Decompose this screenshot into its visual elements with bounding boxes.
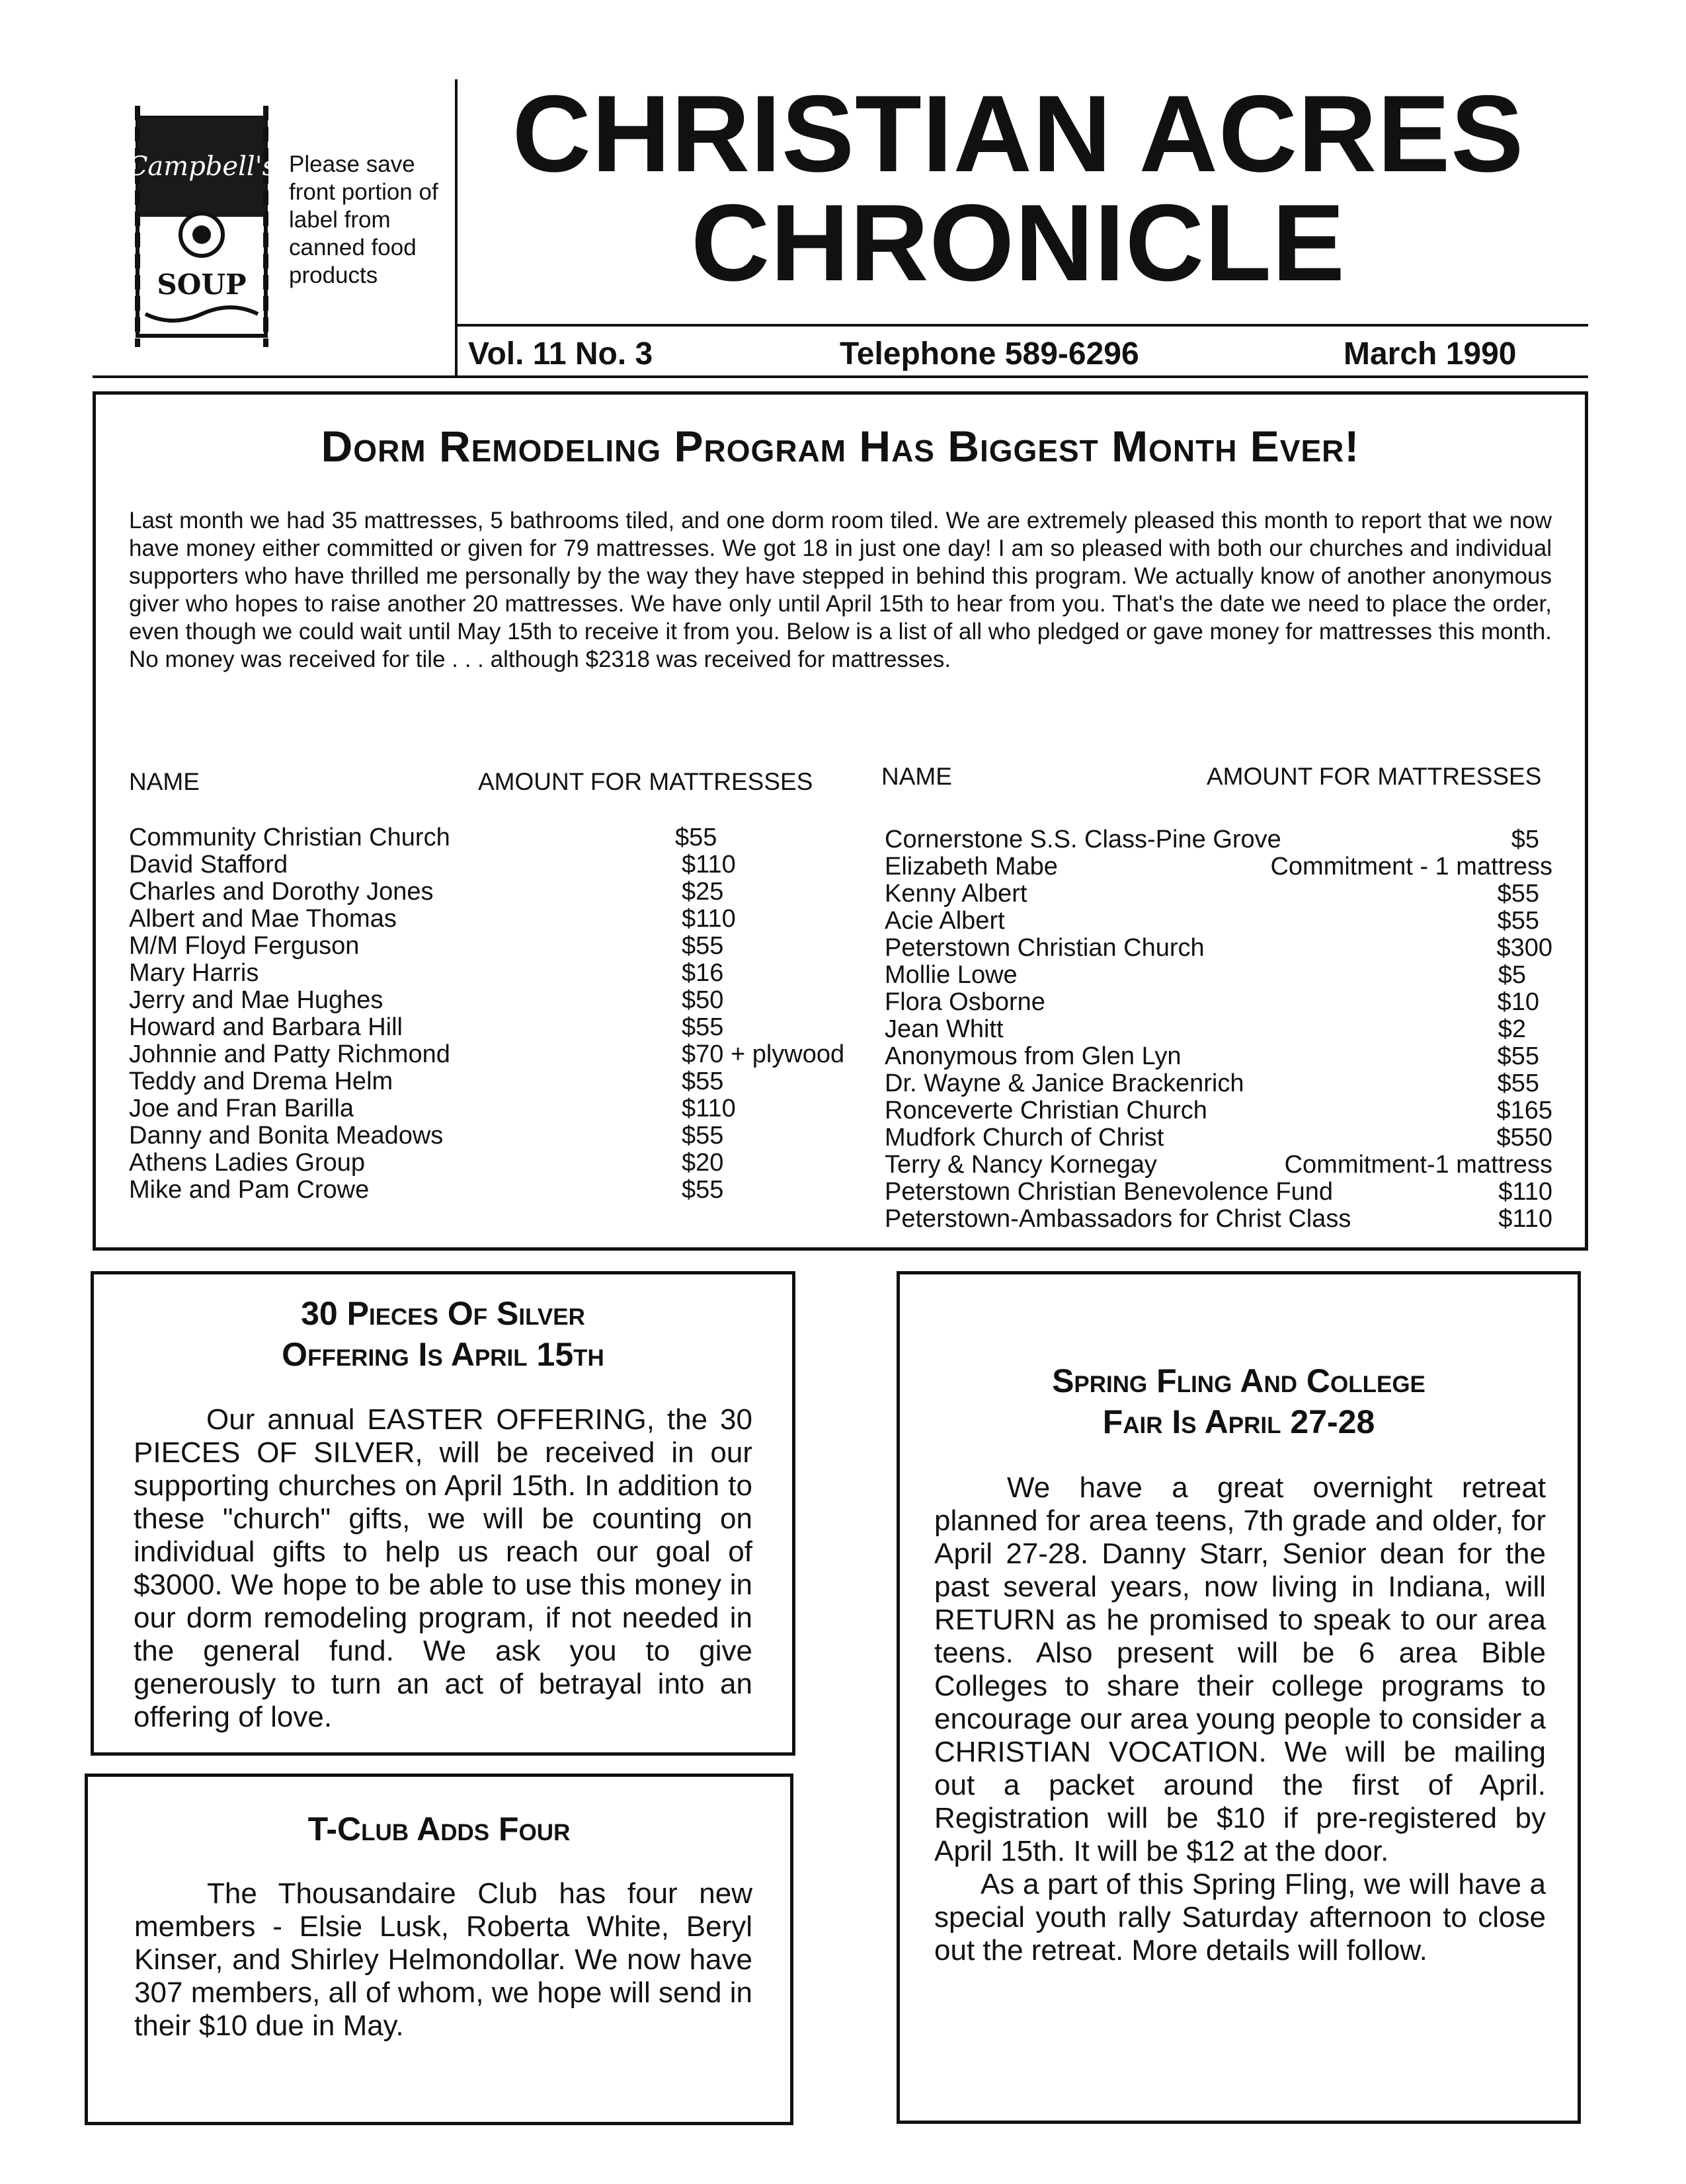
label-save-note: Please save front portion of label from canned food products — [289, 151, 438, 288]
spring-paragraph-2: As a part of this Spring Fling, we will have a special youth rally Saturday afternoon to close out the retreat. More details will follow. — [934, 1868, 1546, 1967]
tclub-headline: T-Club Adds Four — [307, 1811, 571, 1848]
spring-fling-article — [897, 1271, 1581, 2124]
title-line-1: CHRISTIAN ACRES — [512, 73, 1525, 194]
dorm-remodeling-article: Dorm Remodeling Program Has Biggest Month Ever! Last month we had 35 mattresses, 5 bathrooms tiled, and one dorm room tiled. We are extremely pleased this month to report that we now have money either committed or given for 79 mattresses. We got 18 in just one day! I am so pleased with both our churches and individual supporters who have thrilled me personally by the way they have stepped in behind this program. We actually know of another anonymous giver who hopes to raise another 20 mattresses. We have only until April 15th to hear from you. That's the date we need to place the order, even though we could wait until May 15th to receive it from you. Below is a list of all who pledged or gave money for mattresses this month. No money was received for tile . . . although $2318 was received for mattresses. NAME AMOUNT FOR MATTRESSES NAME AMOUNT FOR MATTRESSES Community Christian Church $55 David Stafford $110 Charles and Dorothy Jones $25 Albert and Mae Thomas $110 M/M Floyd Ferguson $55 Mary Harris $16 Jerry and Mae Hughes $50 Howard and Barbara Hill $55 Johnnie and Patty Richmond $70 + plywood Teddy and Drema Helm $55 Joe and Fran Barilla $110 Danny and Bonita Meadows $55 Athens Ladies Group $20 Mike and Pam Crowe $55 Cornerstone S.S. Class-Pine Grove $5 Elizabeth Mabe Commitment - 1 mattress Kenny Albert $55 Acie Albert $55 Peterstown Christian Church $300 Mollie Lowe $5 Flora Osborne $10 Jean Whitt $2 Anonymous from Glen Lyn $55 Dr. Wayne & Janice Brackenrich $55 Ronceverte Christian Church $165 Mudfork Church of Christ $550 Terry & Nancy Kornegay Commitment-1 mattress Peterstown Christian Benevolence Fund $110 Peterstown-Ambassadors for Christ Class $110 — [93, 391, 1588, 1251]
title-rule — [456, 324, 1588, 327]
right-col-amount-header: AMOUNT FOR MATTRESSES — [1207, 763, 1542, 790]
right-col-name-header: NAME — [881, 763, 952, 790]
svg-text:SOUP: SOUP — [157, 268, 247, 301]
masthead-bottom-rule — [93, 375, 1588, 378]
dorm-headline: Dorm Remodeling Program Has Biggest Month Ever! — [321, 422, 1360, 471]
silver-headline-line-1: 30 Pieces Of Silver — [301, 1295, 585, 1332]
tclub-paragraph: The Thousandaire Club has four new members - Elsie Lusk, Roberta White, Beryl Kinser, and Shirley Helmondollar. We now have 307 members, all of whom, we hope will send in their $10 due in May. — [134, 1877, 752, 2042]
silver-paragraph: Our annual EASTER OFFERING, the 30 PIECES OF SILVER, will be received in our supporting churches on April 15th. In addition to these "church" gifts, we will be counting on individual gifts to help us reach our goal of $3000. We hope to be able to use this money in our dorm remodeling program, if not needed in the general fund. We ask you to give generously to turn an act of betrayal into an offering of love. — [134, 1403, 752, 1733]
spring-body — [934, 1471, 1546, 1967]
newsletter-title — [463, 73, 1574, 303]
dorm-intro-paragraph: Last month we had 35 mattresses, 5 bathrooms tiled, and one dorm room tiled. We are extremely pleased this month to report that we now have money either committed or given for 79 mattresses. We got 18 in just one day! I am so pleased with both our churches and individual supporters who have thrilled me personally by the way they have stepped in behind this program. We actually know of another anonymous giver who hopes to raise another 20 mattresses. We have only until April 15th to hear from you. That's the date we need to place the order, even though we could wait until May 15th to receive it from you. Below is a list of all who pledged or gave money for mattresses this month. No money was received for tile . . . although $2318 was received for mattresses. — [129, 508, 1552, 672]
silver-headline — [94, 1293, 792, 1375]
spring-headline-line-1: Spring Fling And College — [1052, 1362, 1425, 1399]
spring-paragraph-1: We have a great overnight retreat planned for area teens, 7th grade and older, for April 27-28. Danny Starr, Senior dean for the past several years, now living in Indiana, will RETURN as he promised to speak to our area teens. Also present will be 6 area Bible Colleges to share their college programs to encourage our area young people to consider a CHRISTIAN VOCATION. We will be mailing out a packet around the first of April. Registration will be $10 if pre-registered by April 15th. It will be $12 at the door. — [934, 1471, 1546, 1867]
tclub-article — [85, 1774, 793, 2125]
telephone-number: Telephone 589-6296 — [840, 336, 1139, 371]
tclub-body — [134, 1877, 752, 2043]
soup-can-logo — [132, 99, 271, 354]
masthead-divider — [455, 79, 458, 377]
left-col-name-header: NAME — [129, 768, 200, 795]
volume-number: Vol. 11 No. 3 — [468, 336, 653, 371]
easter-offering-article — [91, 1271, 795, 1756]
left-col-amount-header: AMOUNT FOR MATTRESSES — [478, 768, 813, 795]
soup-can-icon — [132, 99, 271, 354]
issue-date: March 1990 — [1344, 336, 1517, 371]
spring-headline-line-2: Fair Is April 27-28 — [1102, 1403, 1375, 1440]
title-line-2: CHRONICLE — [691, 182, 1345, 303]
silver-headline-line-2: Offering Is April 15th — [282, 1336, 604, 1373]
spring-headline — [900, 1360, 1578, 1442]
silver-body — [134, 1403, 752, 1734]
svg-text:Campbell's: Campbell's — [132, 151, 271, 182]
